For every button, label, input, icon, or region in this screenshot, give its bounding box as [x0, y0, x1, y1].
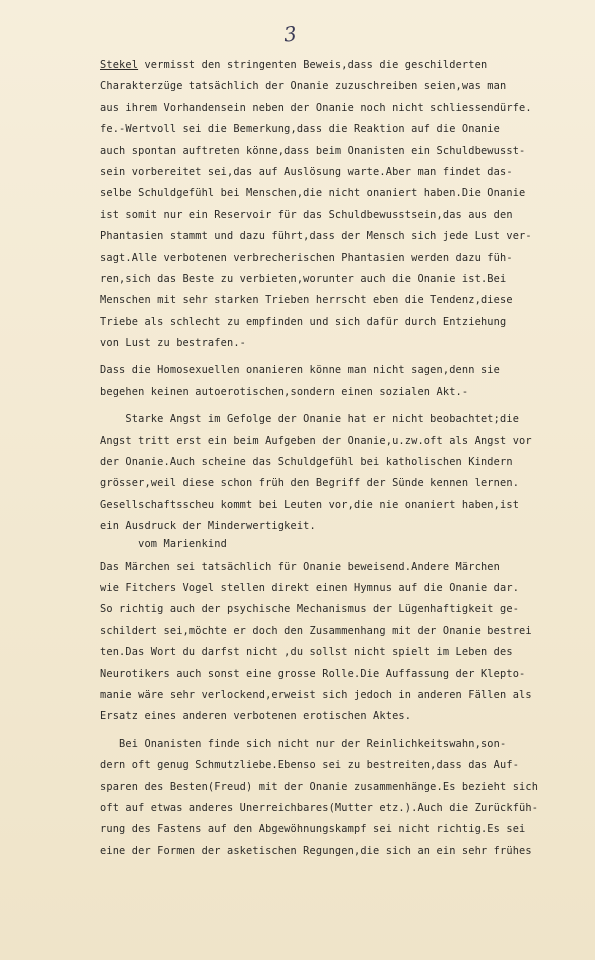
- text-line: Bei Onanisten finde sich nicht nur der Reinlichkeitswahn,son-: [100, 737, 507, 750]
- text-line: Charakterzüge tatsächlich der Onanie zuzuschreiben seien,was man: [100, 80, 507, 93]
- text-line: grösser,weil diese schon früh den Begriff der Sünde kennen lernen.: [100, 477, 520, 490]
- text-line: ist somit nur ein Reservoir für das Schuldbewusstsein,das aus den: [100, 208, 513, 221]
- text-line: Das Märchen sei tatsächlich für Onanie beweisend.Andere Märchen: [100, 560, 501, 573]
- text-line: So richtig auch der psychische Mechanismus der Lügenhaftigkeit ge-: [100, 603, 520, 616]
- text-line: Starke Angst im Gefolge der Onanie hat er nicht beobachtet;die: [100, 413, 520, 426]
- text-line: vom Marienkind: [100, 537, 227, 550]
- text-line: Gesellschaftsscheu kommt bei Leuten vor,die nie onaniert haben,ist: [100, 498, 520, 511]
- text-line: Triebe als schlecht zu empfinden und sich dafür durch Entziehung: [100, 315, 507, 328]
- text-line: [100, 55, 588, 76]
- page-number: 3: [282, 21, 298, 47]
- text-line: rung des Fastens auf den Abgewöhnungskampf sei nicht richtig.Es sei: [100, 823, 526, 836]
- text-line: von Lust zu bestrafen.-: [100, 337, 247, 350]
- text-line: schildert sei,möchte er doch den Zusammenhang mit der Onanie bestrei: [100, 624, 532, 637]
- text-fragment: vermisst den stringenten Beweis,dass die geschilderten: [138, 59, 488, 71]
- text-line: Phantasien stammt und dazu führt,dass der Mensch sich jede Lust ver-: [100, 230, 532, 243]
- underlined-name: Stekel: [100, 59, 139, 71]
- text-line: ren,sich das Beste zu verbieten,worunter auch die Onanie ist.Bei: [100, 272, 507, 285]
- text-line: Menschen mit sehr starken Trieben herrscht eben die Tendenz,diese: [100, 294, 513, 307]
- text-line: wie Fitchers Vogel stellen direkt einen Hymnus auf die Onanie dar.: [100, 581, 520, 594]
- text-line: Angst tritt erst ein beim Aufgeben der Onanie,u.zw.oft als Angst vor: [100, 434, 532, 447]
- text-line: aus ihrem Vorhandensein neben der Onanie noch nicht schliessendürfe.: [100, 101, 532, 114]
- text-line: sparen des Besten(Freud) mit der Onanie zusammenhänge.Es bezieht sich: [100, 780, 539, 793]
- text-line: manie wäre sehr verlockend,erweist sich jedoch in anderen Fällen als: [100, 688, 532, 701]
- text-line: fe.-Wertvoll sei die Bemerkung,dass die Reaktion auf die Onanie: [100, 123, 501, 136]
- text-line: eine der Formen der asketischen Regungen,die sich an ein sehr frühes: [100, 844, 532, 857]
- text-line: Dass die Homosexuellen onanieren könne man nicht sagen,denn sie: [100, 364, 501, 377]
- text-line: sagt.Alle verbotenen verbrecherischen Phantasien werden dazu füh-: [100, 251, 513, 264]
- text-line: dern oft genug Schmutzliebe.Ebenso sei zu bestreiten,dass das Auf-: [100, 759, 520, 772]
- text-line: selbe Schuldgefühl bei Menschen,die nicht onaniert haben.Die Onanie: [100, 187, 526, 200]
- text-line: sein vorbereitet sei,das auf Auslösung warte.Aber man findet das-: [100, 165, 513, 178]
- text-line: Neurotikers auch sonst eine grosse Rolle.Die Auffassung der Klepto-: [100, 667, 526, 680]
- text-line: Ersatz eines anderen verbotenen erotischen Aktes.: [100, 710, 412, 723]
- text-line: ten.Das Wort du darfst nicht ,du sollst nicht spielt im Leben des: [100, 646, 513, 659]
- text-line: oft auf etwas anderes Unerreichbares(Mutter etz.).Auch die Zurückfüh-: [100, 801, 539, 814]
- text-line: auch spontan auftreten könne,dass beim Onanisten ein Schuldbewusst-: [100, 144, 526, 157]
- text-line: begehen keinen autoerotischen,sondern einen sozialen Akt.-: [100, 385, 469, 398]
- text-line: ein Ausdruck der Minderwertigkeit.: [100, 520, 316, 533]
- document-body: [100, 55, 588, 862]
- text-line: der Onanie.Auch scheine das Schuldgefühl bei katholischen Kindern: [100, 456, 513, 469]
